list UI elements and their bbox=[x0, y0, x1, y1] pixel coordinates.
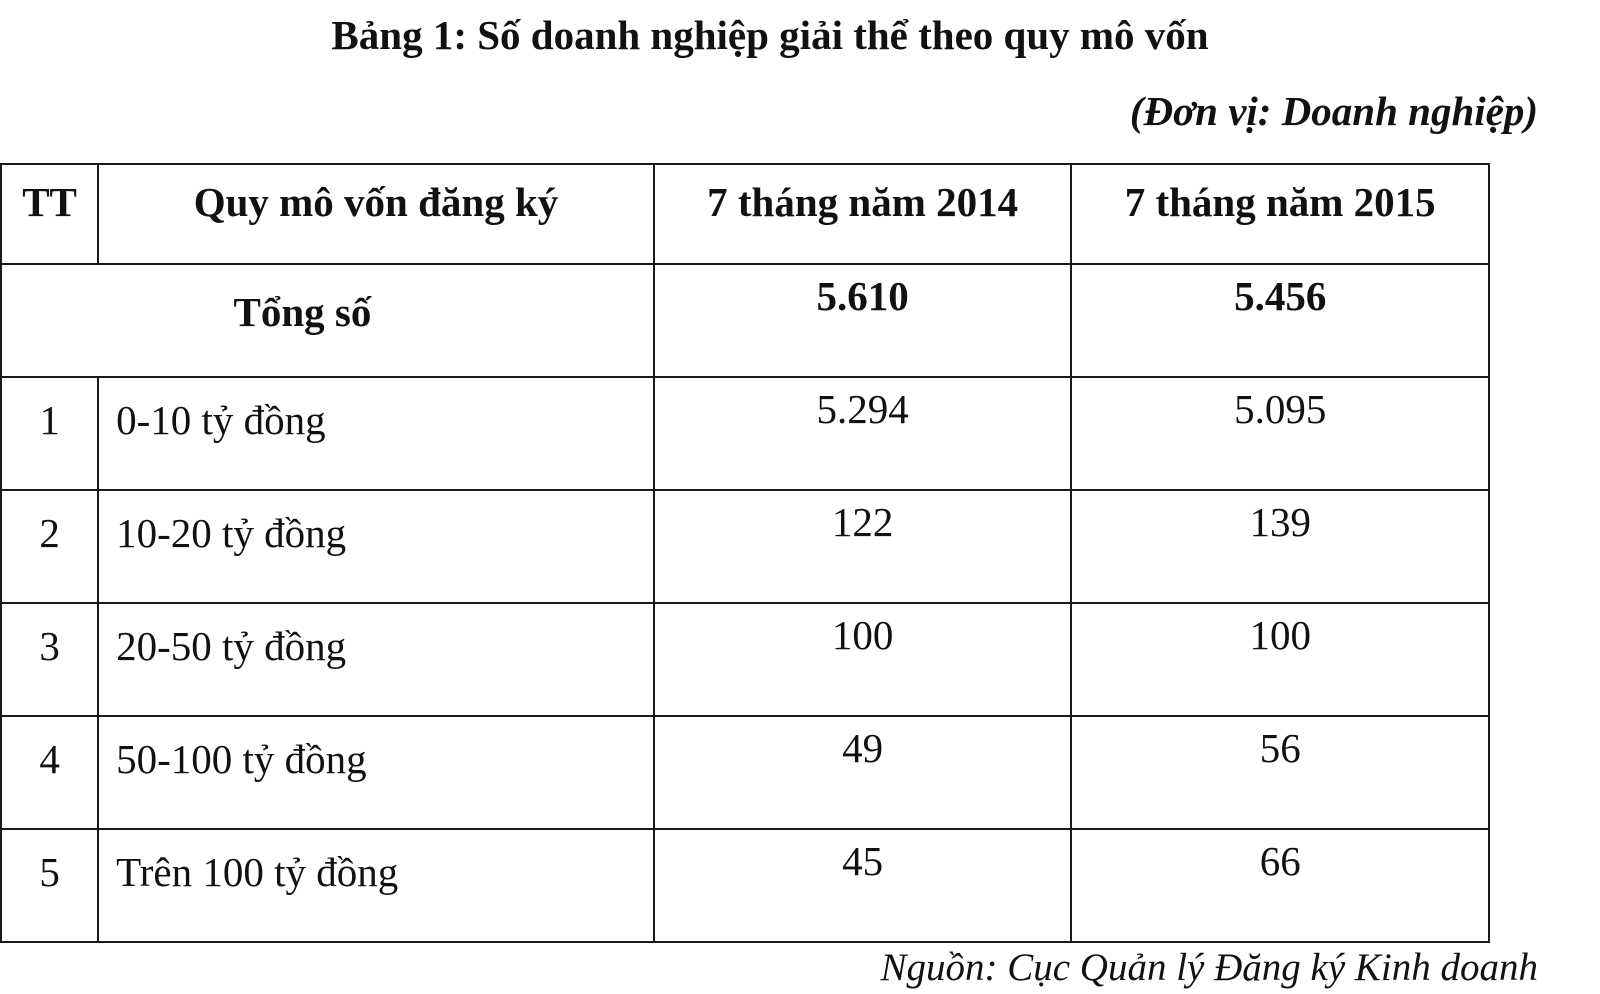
row-2015: 100 bbox=[1071, 603, 1489, 716]
source-note: Nguồn: Cục Quản lý Đăng ký Kinh doanh bbox=[880, 946, 1538, 989]
header-scale: Quy mô vốn đăng ký bbox=[98, 164, 654, 264]
row-tt: 3 bbox=[1, 603, 98, 716]
row-2014: 5.294 bbox=[654, 377, 1072, 490]
header-2015: 7 tháng năm 2015 bbox=[1071, 164, 1489, 264]
total-2015: 5.456 bbox=[1071, 264, 1489, 377]
row-tt: 1 bbox=[1, 377, 98, 490]
row-tt: 2 bbox=[1, 490, 98, 603]
row-scale: 20-50 tỷ đồng bbox=[98, 603, 654, 716]
table-row bbox=[1, 377, 1489, 490]
row-2014: 100 bbox=[654, 603, 1072, 716]
row-scale: 10-20 tỷ đồng bbox=[98, 490, 654, 603]
header-tt: TT bbox=[1, 164, 98, 264]
row-2014: 122 bbox=[654, 490, 1072, 603]
row-2014: 49 bbox=[654, 716, 1072, 829]
row-scale: Trên 100 tỷ đồng bbox=[98, 829, 654, 942]
row-scale: 0-10 tỷ đồng bbox=[98, 377, 654, 490]
table-header-row bbox=[1, 164, 1489, 264]
row-2015: 66 bbox=[1071, 829, 1489, 942]
row-2015: 56 bbox=[1071, 716, 1489, 829]
table-row bbox=[1, 829, 1489, 942]
data-table bbox=[0, 163, 1490, 943]
header-2014: 7 tháng năm 2014 bbox=[654, 164, 1072, 264]
row-2014: 45 bbox=[654, 829, 1072, 942]
table-title: Bảng 1: Số doanh nghiệp giải thể theo quy mô vốn bbox=[331, 12, 1209, 58]
table-row bbox=[1, 716, 1489, 829]
row-2015: 5.095 bbox=[1071, 377, 1489, 490]
table-row bbox=[1, 603, 1489, 716]
row-tt: 4 bbox=[1, 716, 98, 829]
unit-note: (Đơn vị: Doanh nghiệp) bbox=[1129, 88, 1538, 134]
total-row bbox=[1, 264, 1489, 377]
total-label: Tổng số bbox=[1, 264, 654, 377]
table-row bbox=[1, 490, 1489, 603]
total-2014: 5.610 bbox=[654, 264, 1072, 377]
row-scale: 50-100 tỷ đồng bbox=[98, 716, 654, 829]
row-tt: 5 bbox=[1, 829, 98, 942]
row-2015: 139 bbox=[1071, 490, 1489, 603]
